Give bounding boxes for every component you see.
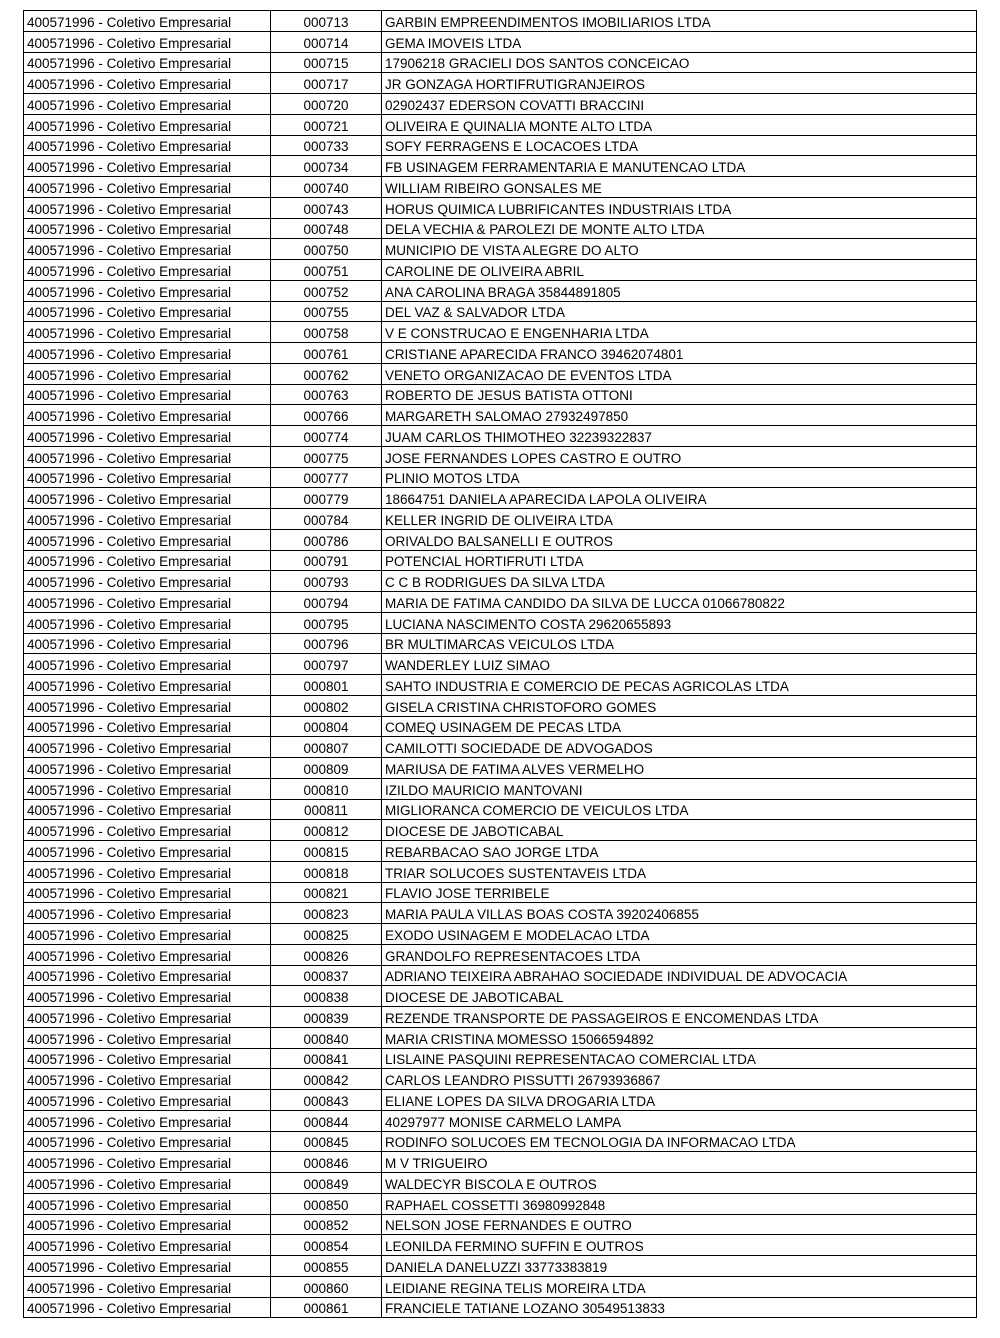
table-row bbox=[24, 1069, 977, 1090]
contract-cell: 400571996 - Coletivo Empresarial bbox=[24, 903, 271, 924]
code-cell: 000852 bbox=[271, 1214, 382, 1235]
contract-cell: 400571996 - Coletivo Empresarial bbox=[24, 1152, 271, 1173]
company-name-cell: OLIVEIRA E QUINALIA MONTE ALTO LTDA bbox=[382, 114, 977, 135]
code-cell: 000850 bbox=[271, 1193, 382, 1214]
table-row bbox=[24, 1276, 977, 1297]
code-cell: 000841 bbox=[271, 1048, 382, 1069]
table-row bbox=[24, 301, 977, 322]
table-row bbox=[24, 156, 977, 177]
company-name-cell: CAROLINE DE OLIVEIRA ABRIL bbox=[382, 260, 977, 281]
contract-cell: 400571996 - Coletivo Empresarial bbox=[24, 1173, 271, 1194]
contract-cell: 400571996 - Coletivo Empresarial bbox=[24, 197, 271, 218]
table-row bbox=[24, 841, 977, 862]
code-cell: 000846 bbox=[271, 1152, 382, 1173]
code-cell: 000740 bbox=[271, 177, 382, 198]
contract-cell: 400571996 - Coletivo Empresarial bbox=[24, 571, 271, 592]
table-row bbox=[24, 737, 977, 758]
contracts-table bbox=[23, 10, 977, 1318]
contract-cell: 400571996 - Coletivo Empresarial bbox=[24, 612, 271, 633]
code-cell: 000713 bbox=[271, 11, 382, 32]
contract-cell: 400571996 - Coletivo Empresarial bbox=[24, 177, 271, 198]
table-row bbox=[24, 633, 977, 654]
table-row bbox=[24, 758, 977, 779]
contract-cell: 400571996 - Coletivo Empresarial bbox=[24, 758, 271, 779]
company-name-cell: 02902437 EDERSON COVATTI BRACCINI bbox=[382, 94, 977, 115]
company-name-cell: FRANCIELE TATIANE LOZANO 30549513833 bbox=[382, 1297, 977, 1318]
code-cell: 000763 bbox=[271, 384, 382, 405]
company-name-cell: JUAM CARLOS THIMOTHEO 32239322837 bbox=[382, 426, 977, 447]
table-row bbox=[24, 467, 977, 488]
company-name-cell: NELSON JOSE FERNANDES E OUTRO bbox=[382, 1214, 977, 1235]
contract-cell: 400571996 - Coletivo Empresarial bbox=[24, 114, 271, 135]
code-cell: 000786 bbox=[271, 529, 382, 550]
table-row bbox=[24, 218, 977, 239]
table-row bbox=[24, 903, 977, 924]
code-cell: 000818 bbox=[271, 861, 382, 882]
contract-cell: 400571996 - Coletivo Empresarial bbox=[24, 156, 271, 177]
code-cell: 000774 bbox=[271, 426, 382, 447]
contract-cell: 400571996 - Coletivo Empresarial bbox=[24, 384, 271, 405]
table-row bbox=[24, 239, 977, 260]
code-cell: 000842 bbox=[271, 1069, 382, 1090]
code-cell: 000733 bbox=[271, 135, 382, 156]
table-row bbox=[24, 280, 977, 301]
code-cell: 000849 bbox=[271, 1173, 382, 1194]
table-row bbox=[24, 322, 977, 343]
table-row bbox=[24, 924, 977, 945]
contract-cell: 400571996 - Coletivo Empresarial bbox=[24, 924, 271, 945]
contract-cell: 400571996 - Coletivo Empresarial bbox=[24, 488, 271, 509]
contract-cell: 400571996 - Coletivo Empresarial bbox=[24, 239, 271, 260]
contract-cell: 400571996 - Coletivo Empresarial bbox=[24, 426, 271, 447]
code-cell: 000826 bbox=[271, 944, 382, 965]
company-name-cell: MARIA PAULA VILLAS BOAS COSTA 39202406855 bbox=[382, 903, 977, 924]
code-cell: 000823 bbox=[271, 903, 382, 924]
table-row bbox=[24, 1173, 977, 1194]
company-name-cell: ORIVALDO BALSANELLI E OUTROS bbox=[382, 529, 977, 550]
code-cell: 000855 bbox=[271, 1256, 382, 1277]
company-name-cell: DIOCESE DE JABOTICABAL bbox=[382, 820, 977, 841]
contract-cell: 400571996 - Coletivo Empresarial bbox=[24, 52, 271, 73]
table-row bbox=[24, 11, 977, 32]
table-row bbox=[24, 343, 977, 364]
company-name-cell: PLINIO MOTOS LTDA bbox=[382, 467, 977, 488]
company-name-cell: LISLAINE PASQUINI REPRESENTACAO COMERCIAL LTDA bbox=[382, 1048, 977, 1069]
code-cell: 000837 bbox=[271, 965, 382, 986]
code-cell: 000721 bbox=[271, 114, 382, 135]
code-cell: 000854 bbox=[271, 1235, 382, 1256]
table-row bbox=[24, 965, 977, 986]
company-name-cell: POTENCIAL HORTIFRUTI LTDA bbox=[382, 550, 977, 571]
company-name-cell: MUNICIPIO DE VISTA ALEGRE DO ALTO bbox=[382, 239, 977, 260]
company-name-cell: RAPHAEL COSSETTI 36980992848 bbox=[382, 1193, 977, 1214]
contract-cell: 400571996 - Coletivo Empresarial bbox=[24, 11, 271, 32]
company-name-cell: V E CONSTRUCAO E ENGENHARIA LTDA bbox=[382, 322, 977, 343]
table-row bbox=[24, 1007, 977, 1028]
company-name-cell: FB USINAGEM FERRAMENTARIA E MANUTENCAO LTDA bbox=[382, 156, 977, 177]
company-name-cell: SOFY FERRAGENS E LOCACOES LTDA bbox=[382, 135, 977, 156]
company-name-cell: JOSE FERNANDES LOPES CASTRO E OUTRO bbox=[382, 446, 977, 467]
table-body bbox=[24, 11, 977, 1318]
table-row bbox=[24, 488, 977, 509]
company-name-cell: MARIA DE FATIMA CANDIDO DA SILVA DE LUCCA 01066780822 bbox=[382, 592, 977, 613]
contract-cell: 400571996 - Coletivo Empresarial bbox=[24, 322, 271, 343]
table-row bbox=[24, 135, 977, 156]
code-cell: 000839 bbox=[271, 1007, 382, 1028]
contract-cell: 400571996 - Coletivo Empresarial bbox=[24, 1297, 271, 1318]
contract-cell: 400571996 - Coletivo Empresarial bbox=[24, 363, 271, 384]
company-name-cell: DIOCESE DE JABOTICABAL bbox=[382, 986, 977, 1007]
company-name-cell: DANIELA DANELUZZI 33773383819 bbox=[382, 1256, 977, 1277]
company-name-cell: GEMA IMOVEIS LTDA bbox=[382, 31, 977, 52]
contract-cell: 400571996 - Coletivo Empresarial bbox=[24, 1235, 271, 1256]
contract-cell: 400571996 - Coletivo Empresarial bbox=[24, 135, 271, 156]
contract-cell: 400571996 - Coletivo Empresarial bbox=[24, 716, 271, 737]
contract-cell: 400571996 - Coletivo Empresarial bbox=[24, 73, 271, 94]
code-cell: 000766 bbox=[271, 405, 382, 426]
company-name-cell: REBARBACAO SAO JORGE LTDA bbox=[382, 841, 977, 862]
table-row bbox=[24, 1048, 977, 1069]
contract-cell: 400571996 - Coletivo Empresarial bbox=[24, 1131, 271, 1152]
company-name-cell: FLAVIO JOSE TERRIBELE bbox=[382, 882, 977, 903]
contract-cell: 400571996 - Coletivo Empresarial bbox=[24, 405, 271, 426]
code-cell: 000795 bbox=[271, 612, 382, 633]
code-cell: 000743 bbox=[271, 197, 382, 218]
contract-cell: 400571996 - Coletivo Empresarial bbox=[24, 1110, 271, 1131]
table-row bbox=[24, 1256, 977, 1277]
company-name-cell: VENETO ORGANIZACAO DE EVENTOS LTDA bbox=[382, 363, 977, 384]
table-row bbox=[24, 944, 977, 965]
contract-cell: 400571996 - Coletivo Empresarial bbox=[24, 1048, 271, 1069]
table-row bbox=[24, 1235, 977, 1256]
table-row bbox=[24, 1193, 977, 1214]
code-cell: 000804 bbox=[271, 716, 382, 737]
company-name-cell: BR MULTIMARCAS VEICULOS LTDA bbox=[382, 633, 977, 654]
code-cell: 000861 bbox=[271, 1297, 382, 1318]
table-row bbox=[24, 197, 977, 218]
contract-cell: 400571996 - Coletivo Empresarial bbox=[24, 986, 271, 1007]
company-name-cell: GARBIN EMPREENDIMENTOS IMOBILIARIOS LTDA bbox=[382, 11, 977, 32]
contract-cell: 400571996 - Coletivo Empresarial bbox=[24, 260, 271, 281]
code-cell: 000750 bbox=[271, 239, 382, 260]
company-name-cell: ADRIANO TEIXEIRA ABRAHAO SOCIEDADE INDIVIDUAL DE ADVOCACIA bbox=[382, 965, 977, 986]
code-cell: 000802 bbox=[271, 695, 382, 716]
table-row bbox=[24, 1131, 977, 1152]
contract-cell: 400571996 - Coletivo Empresarial bbox=[24, 1007, 271, 1028]
table-row bbox=[24, 882, 977, 903]
table-row bbox=[24, 612, 977, 633]
contract-cell: 400571996 - Coletivo Empresarial bbox=[24, 94, 271, 115]
code-cell: 000793 bbox=[271, 571, 382, 592]
table-row bbox=[24, 31, 977, 52]
code-cell: 000775 bbox=[271, 446, 382, 467]
code-cell: 000812 bbox=[271, 820, 382, 841]
code-cell: 000714 bbox=[271, 31, 382, 52]
contract-cell: 400571996 - Coletivo Empresarial bbox=[24, 550, 271, 571]
contract-cell: 400571996 - Coletivo Empresarial bbox=[24, 343, 271, 364]
code-cell: 000762 bbox=[271, 363, 382, 384]
code-cell: 000794 bbox=[271, 592, 382, 613]
contract-cell: 400571996 - Coletivo Empresarial bbox=[24, 280, 271, 301]
code-cell: 000838 bbox=[271, 986, 382, 1007]
code-cell: 000801 bbox=[271, 675, 382, 696]
contract-cell: 400571996 - Coletivo Empresarial bbox=[24, 633, 271, 654]
contract-cell: 400571996 - Coletivo Empresarial bbox=[24, 301, 271, 322]
contract-cell: 400571996 - Coletivo Empresarial bbox=[24, 799, 271, 820]
company-name-cell: M V TRIGUEIRO bbox=[382, 1152, 977, 1173]
table-row bbox=[24, 571, 977, 592]
company-name-cell: ROBERTO DE JESUS BATISTA OTTONI bbox=[382, 384, 977, 405]
contract-cell: 400571996 - Coletivo Empresarial bbox=[24, 1090, 271, 1111]
code-cell: 000840 bbox=[271, 1027, 382, 1048]
table-row bbox=[24, 695, 977, 716]
contract-cell: 400571996 - Coletivo Empresarial bbox=[24, 737, 271, 758]
company-name-cell: LUCIANA NASCIMENTO COSTA 29620655893 bbox=[382, 612, 977, 633]
table-row bbox=[24, 529, 977, 550]
code-cell: 000748 bbox=[271, 218, 382, 239]
company-name-cell: CRISTIANE APARECIDA FRANCO 39462074801 bbox=[382, 343, 977, 364]
code-cell: 000810 bbox=[271, 778, 382, 799]
company-name-cell: COMEQ USINAGEM DE PECAS LTDA bbox=[382, 716, 977, 737]
code-cell: 000717 bbox=[271, 73, 382, 94]
table-row bbox=[24, 509, 977, 530]
contract-cell: 400571996 - Coletivo Empresarial bbox=[24, 509, 271, 530]
table-row bbox=[24, 716, 977, 737]
table-row bbox=[24, 1027, 977, 1048]
company-name-cell: MIGLIORANCA COMERCIO DE VEICULOS LTDA bbox=[382, 799, 977, 820]
code-cell: 000825 bbox=[271, 924, 382, 945]
company-name-cell: C C B RODRIGUES DA SILVA LTDA bbox=[382, 571, 977, 592]
company-name-cell: MARIUSA DE FATIMA ALVES VERMELHO bbox=[382, 758, 977, 779]
code-cell: 000791 bbox=[271, 550, 382, 571]
table-row bbox=[24, 114, 977, 135]
code-cell: 000755 bbox=[271, 301, 382, 322]
code-cell: 000777 bbox=[271, 467, 382, 488]
company-name-cell: WILLIAM RIBEIRO GONSALES ME bbox=[382, 177, 977, 198]
table-row bbox=[24, 654, 977, 675]
table-row bbox=[24, 363, 977, 384]
contract-cell: 400571996 - Coletivo Empresarial bbox=[24, 1027, 271, 1048]
table-row bbox=[24, 260, 977, 281]
table-row bbox=[24, 94, 977, 115]
contract-cell: 400571996 - Coletivo Empresarial bbox=[24, 861, 271, 882]
contract-cell: 400571996 - Coletivo Empresarial bbox=[24, 820, 271, 841]
company-name-cell: MARIA CRISTINA MOMESSO 15066594892 bbox=[382, 1027, 977, 1048]
table-row bbox=[24, 986, 977, 1007]
code-cell: 000734 bbox=[271, 156, 382, 177]
company-name-cell: 40297977 MONISE CARMELO LAMPA bbox=[382, 1110, 977, 1131]
contract-cell: 400571996 - Coletivo Empresarial bbox=[24, 31, 271, 52]
company-name-cell: HORUS QUIMICA LUBRIFICANTES INDUSTRIAIS LTDA bbox=[382, 197, 977, 218]
company-name-cell: GISELA CRISTINA CHRISTOFORO GOMES bbox=[382, 695, 977, 716]
table-row bbox=[24, 1297, 977, 1318]
company-name-cell: MARGARETH SALOMAO 27932497850 bbox=[382, 405, 977, 426]
table-row bbox=[24, 405, 977, 426]
table-row bbox=[24, 550, 977, 571]
contract-cell: 400571996 - Coletivo Empresarial bbox=[24, 1069, 271, 1090]
code-cell: 000779 bbox=[271, 488, 382, 509]
code-cell: 000821 bbox=[271, 882, 382, 903]
company-name-cell: IZILDO MAURICIO MANTOVANI bbox=[382, 778, 977, 799]
table-row bbox=[24, 1214, 977, 1235]
code-cell: 000860 bbox=[271, 1276, 382, 1297]
company-name-cell: WANDERLEY LUIZ SIMAO bbox=[382, 654, 977, 675]
contract-cell: 400571996 - Coletivo Empresarial bbox=[24, 1214, 271, 1235]
code-cell: 000815 bbox=[271, 841, 382, 862]
company-name-cell: DELA VECHIA & PAROLEZI DE MONTE ALTO LTDA bbox=[382, 218, 977, 239]
table-row bbox=[24, 1110, 977, 1131]
table-row bbox=[24, 1152, 977, 1173]
company-name-cell: 18664751 DANIELA APARECIDA LAPOLA OLIVEIRA bbox=[382, 488, 977, 509]
contract-cell: 400571996 - Coletivo Empresarial bbox=[24, 1193, 271, 1214]
company-name-cell: 17906218 GRACIELI DOS SANTOS CONCEICAO bbox=[382, 52, 977, 73]
company-name-cell: RODINFO SOLUCOES EM TECNOLOGIA DA INFORMACAO LTDA bbox=[382, 1131, 977, 1152]
table-row bbox=[24, 73, 977, 94]
contract-cell: 400571996 - Coletivo Empresarial bbox=[24, 1256, 271, 1277]
contract-cell: 400571996 - Coletivo Empresarial bbox=[24, 944, 271, 965]
table-row bbox=[24, 592, 977, 613]
code-cell: 000761 bbox=[271, 343, 382, 364]
table-row bbox=[24, 384, 977, 405]
table-row bbox=[24, 675, 977, 696]
company-name-cell: GRANDOLFO REPRESENTACOES LTDA bbox=[382, 944, 977, 965]
contract-cell: 400571996 - Coletivo Empresarial bbox=[24, 529, 271, 550]
code-cell: 000811 bbox=[271, 799, 382, 820]
company-name-cell: ANA CAROLINA BRAGA 35844891805 bbox=[382, 280, 977, 301]
table-row bbox=[24, 52, 977, 73]
company-name-cell: EXODO USINAGEM E MODELACAO LTDA bbox=[382, 924, 977, 945]
code-cell: 000843 bbox=[271, 1090, 382, 1111]
code-cell: 000751 bbox=[271, 260, 382, 281]
code-cell: 000845 bbox=[271, 1131, 382, 1152]
table-row bbox=[24, 1090, 977, 1111]
contract-cell: 400571996 - Coletivo Empresarial bbox=[24, 778, 271, 799]
company-name-cell: CARLOS LEANDRO PISSUTTI 26793936867 bbox=[382, 1069, 977, 1090]
company-name-cell: CAMILOTTI SOCIEDADE DE ADVOGADOS bbox=[382, 737, 977, 758]
contract-cell: 400571996 - Coletivo Empresarial bbox=[24, 218, 271, 239]
code-cell: 000797 bbox=[271, 654, 382, 675]
code-cell: 000784 bbox=[271, 509, 382, 530]
contract-cell: 400571996 - Coletivo Empresarial bbox=[24, 446, 271, 467]
company-name-cell: REZENDE TRANSPORTE DE PASSAGEIROS E ENCOMENDAS LTDA bbox=[382, 1007, 977, 1028]
company-name-cell: SAHTO INDUSTRIA E COMERCIO DE PECAS AGRICOLAS LTDA bbox=[382, 675, 977, 696]
company-name-cell: LEIDIANE REGINA TELIS MOREIRA LTDA bbox=[382, 1276, 977, 1297]
contract-cell: 400571996 - Coletivo Empresarial bbox=[24, 882, 271, 903]
company-name-cell: LEONILDA FERMINO SUFFIN E OUTROS bbox=[382, 1235, 977, 1256]
company-name-cell: DEL VAZ & SALVADOR LTDA bbox=[382, 301, 977, 322]
company-name-cell: KELLER INGRID DE OLIVEIRA LTDA bbox=[382, 509, 977, 530]
contract-cell: 400571996 - Coletivo Empresarial bbox=[24, 841, 271, 862]
code-cell: 000752 bbox=[271, 280, 382, 301]
company-name-cell: ELIANE LOPES DA SILVA DROGARIA LTDA bbox=[382, 1090, 977, 1111]
code-cell: 000720 bbox=[271, 94, 382, 115]
company-name-cell: TRIAR SOLUCOES SUSTENTAVEIS LTDA bbox=[382, 861, 977, 882]
code-cell: 000809 bbox=[271, 758, 382, 779]
table-row bbox=[24, 446, 977, 467]
code-cell: 000796 bbox=[271, 633, 382, 654]
table-row bbox=[24, 426, 977, 447]
table-row bbox=[24, 861, 977, 882]
code-cell: 000715 bbox=[271, 52, 382, 73]
table-row bbox=[24, 820, 977, 841]
table-row bbox=[24, 799, 977, 820]
table-row bbox=[24, 778, 977, 799]
contract-cell: 400571996 - Coletivo Empresarial bbox=[24, 467, 271, 488]
contract-cell: 400571996 - Coletivo Empresarial bbox=[24, 695, 271, 716]
company-name-cell: JR GONZAGA HORTIFRUTIGRANJEIROS bbox=[382, 73, 977, 94]
contract-cell: 400571996 - Coletivo Empresarial bbox=[24, 654, 271, 675]
contract-cell: 400571996 - Coletivo Empresarial bbox=[24, 965, 271, 986]
code-cell: 000844 bbox=[271, 1110, 382, 1131]
code-cell: 000758 bbox=[271, 322, 382, 343]
contract-cell: 400571996 - Coletivo Empresarial bbox=[24, 675, 271, 696]
company-name-cell: WALDECYR BISCOLA E OUTROS bbox=[382, 1173, 977, 1194]
contract-cell: 400571996 - Coletivo Empresarial bbox=[24, 592, 271, 613]
code-cell: 000807 bbox=[271, 737, 382, 758]
table-row bbox=[24, 177, 977, 198]
contract-cell: 400571996 - Coletivo Empresarial bbox=[24, 1276, 271, 1297]
